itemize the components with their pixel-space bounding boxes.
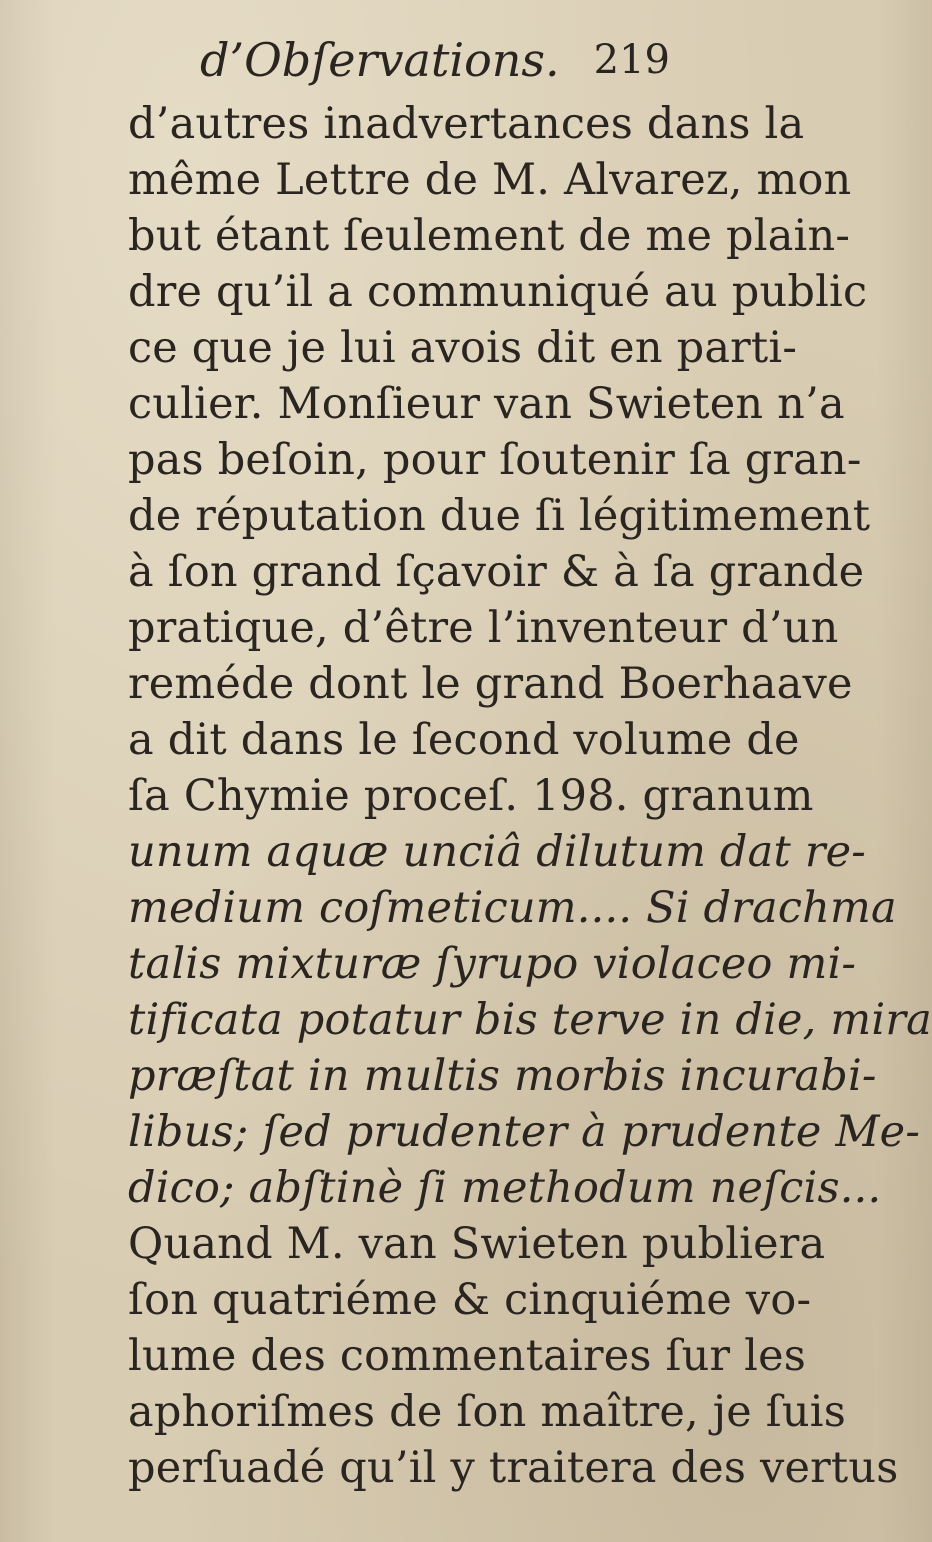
- text-line: à ſon grand ſçavoir & à ſa grande: [128, 547, 865, 597]
- text-line: de réputation due ſi légitimement: [128, 491, 871, 541]
- text-line: ſon quatriéme & cinquiéme vo-: [128, 1275, 812, 1325]
- text-line: pratique, d’être l’inventeur d’un: [128, 603, 839, 653]
- text-line: ce que je lui avois dit en parti-: [128, 323, 798, 373]
- text-line: culier. Monſieur van Swieten n’a: [128, 379, 845, 429]
- text-line: même Lettre de M. Alvarez, mon: [128, 155, 852, 205]
- text-line: pas beſoin, pour ſoutenir ſa gran-: [128, 435, 862, 485]
- text-line: a dit dans le ſecond volume de: [128, 715, 800, 765]
- text-line: reméde dont le grand Boerhaave: [128, 659, 853, 709]
- text-line-latin: talis mixturæ ſyrupo violaceo mi-: [128, 939, 857, 989]
- text-line: aphoriſmes de ſon maître, je ſuis: [128, 1387, 846, 1437]
- text-line-latin: tificata potatur bis terve in die, mira: [128, 995, 932, 1045]
- text-line-latin: dico; abſtinè ſi methodum neſcis...: [128, 1163, 882, 1213]
- running-head: [200, 28, 670, 92]
- text-line: ſa Chymie proceſ. 198. granum: [128, 771, 814, 821]
- text-line: dre qu’il a communiqué au public: [128, 267, 868, 317]
- text-line: d’autres inadvertances dans la: [128, 99, 805, 149]
- text-line-latin: præſtat in multis morbis incurabi-: [128, 1051, 877, 1101]
- text-line: Quand M. van Swieten publiera: [128, 1219, 826, 1269]
- text-line: but étant ſeulement de me plain-: [128, 211, 851, 261]
- text-line-latin: unum aquæ unciâ dilutum dat re-: [128, 827, 866, 877]
- page-number: 219: [593, 37, 670, 83]
- text-line: perſuadé qu’il y traitera des vertus: [128, 1443, 899, 1493]
- text-line-latin: medium coſmeticum.... Si drachma: [128, 883, 897, 933]
- text-line-latin: libus; ſed prudenter à prudente Me-: [128, 1107, 921, 1157]
- body-text: [128, 96, 932, 1496]
- running-title: d’Obſervations.: [200, 33, 560, 87]
- text-line: lume des commentaires ſur les: [128, 1331, 807, 1381]
